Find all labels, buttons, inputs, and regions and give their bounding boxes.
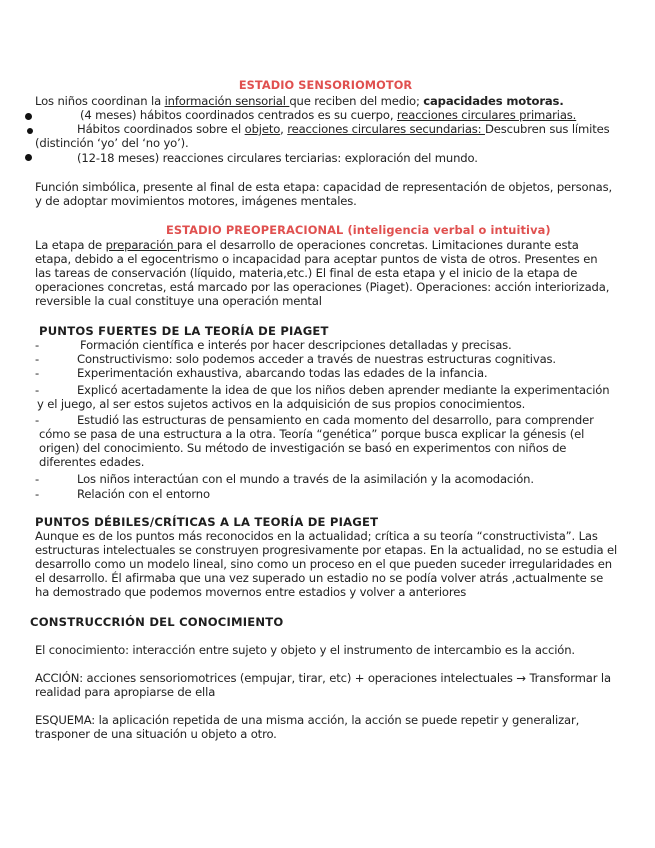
fuertes-item-4a: Explicó acertadamente la idea de que los niños deben aprender mediante la experimentación	[77, 383, 610, 397]
fuertes-item-5c: origen) del conocimiento. Su método de investigación se basó en experimentos con niños de	[39, 441, 567, 455]
intro-text: Los niños coordinan la	[35, 94, 165, 108]
bullet-dot-icon	[25, 154, 32, 161]
construccion-esquema-line-1: ESQUEMA: la aplicación repetida de una misma acción, la acción se puede repetir y generalizar,	[35, 713, 580, 727]
fuertes-item-6: Los niños interactúan con el mundo a través de la asimilación y la acomodación.	[77, 472, 534, 486]
debiles-line-2: estructuras intelectuales se construyen progresivamente por etapas. En la actualidad, no se estudia el	[35, 543, 618, 557]
intro-text-mid: que reciben del medio;	[289, 94, 424, 108]
bullet-dot-icon	[25, 113, 32, 120]
dash-marker: -	[35, 338, 40, 352]
section-title-construccion: CONSTRUCCRIÓN DEL CONOCIMIENTO	[30, 615, 284, 629]
bullet-2-underlined-1: objeto	[244, 122, 281, 136]
construccion-accion-line-2: realidad para apropiarse de ella	[35, 685, 216, 699]
debiles-line-5: ha demostrado que podemos movernos entre estadios y volver a anteriores	[35, 585, 467, 599]
bullet-2-text: Hábitos coordinados sobre el	[77, 122, 245, 136]
sensoriomotor-bullet-2-cont: (distinción ‘yo’ del ‘no yo’).	[35, 136, 189, 150]
bullet-1-underlined: reacciones circulares primarias.	[396, 108, 577, 122]
preop-underlined: preparación	[105, 238, 177, 252]
bullet-2-sep: ,	[280, 122, 288, 136]
dash-marker: -	[35, 352, 40, 366]
preoperacional-line-5: reversible la cual constituye una operación mental	[35, 294, 322, 308]
intro-underlined: información sensorial	[164, 94, 290, 108]
preoperacional-line-2: etapa, debido a el egocentrismo o incapacidad para aceptar puntos de vista de otros. Presentes en	[35, 252, 598, 266]
intro-bold: capacidades motoras.	[423, 94, 564, 108]
preop-text: La etapa de	[35, 238, 106, 252]
fuertes-item-5b: cómo se pasa de una estructura a la otra. Teoría “genética” porque busca explicar la génesis (el	[39, 427, 585, 441]
bullet-2-post: Descubren sus límites	[484, 122, 610, 136]
dash-marker: -	[35, 472, 40, 486]
construccion-conocimiento: El conocimiento: interacción entre sujeto y objeto y el instrumento de intercambio es la acción.	[35, 643, 575, 657]
section-title-puntos-fuertes: PUNTOS FUERTES DE LA TEORÍA DE PIAGET	[39, 324, 329, 338]
sensoriomotor-intro	[35, 94, 564, 108]
sensoriomotor-bullet-1	[80, 108, 576, 122]
debiles-line-3: desarrollo como un modelo lineal, sino como un proceso en el que pueden suceder irregularidades en	[35, 557, 612, 571]
sensoriomotor-bullet-3: (12-18 meses) reacciones circulares terciarias: exploración del mundo.	[77, 151, 478, 165]
dash-marker: -	[35, 413, 40, 427]
section-title-puntos-debiles: PUNTOS DÉBILES/CRÍTICAS A LA TEORÍA DE PIAGET	[35, 515, 379, 529]
debiles-line-4: el desarrollo. Él afirmaba que una vez superado un estadio no se podía volver atrás ,actualmente se	[35, 571, 604, 585]
debiles-line-1: Aunque es de los puntos más reconocidos en la actualidad; crítica a su teoría “constructivista”. Las	[35, 529, 598, 543]
section-title-preoperacional: ESTADIO PREOPERACIONAL (inteligencia verbal o intuitiva)	[166, 223, 551, 237]
bullet-dot-icon	[27, 128, 33, 134]
dash-marker: -	[35, 487, 40, 501]
bullet-2-underlined-2: reacciones circulares secundarias:	[287, 122, 485, 136]
bullet-1-text: (4 meses) hábitos coordinados centrados es su cuerpo,	[80, 108, 397, 122]
fuertes-item-1: Formación científica e interés por hacer descripciones detalladas y precisas.	[80, 338, 512, 352]
dash-marker: -	[35, 383, 40, 397]
preoperacional-line-4: operaciones concretas, está marcado por las operaciones (Piaget). Operaciones: acción interiorizada,	[35, 280, 610, 294]
construccion-esquema-line-2: trasponer de una situación u objeto a otro.	[35, 727, 277, 741]
sensoriomotor-bullet-2	[77, 122, 610, 136]
construccion-accion-line-1: ACCIÓN: acciones sensoriomotrices (empujar, tirar, etc) + operaciones intelectuales → Transformar la	[35, 671, 611, 685]
preop-text-post: para el desarrollo de operaciones concretas. Limitaciones durante esta	[176, 238, 579, 252]
funcion-simbolica-line-2: y de adoptar movimientos motores, imágenes mentales.	[35, 194, 357, 208]
fuertes-item-3: Experimentación exhaustiva, abarcando todas las edades de la infancia.	[77, 366, 488, 380]
section-title-sensoriomotor: ESTADIO SENSORIOMOTOR	[238, 78, 413, 92]
fuertes-item-7: Relación con el entorno	[77, 487, 210, 501]
funcion-simbolica-line-1: Función simbólica, presente al final de esta etapa: capacidad de representación de objetos, personas,	[35, 180, 613, 194]
dash-marker: -	[35, 366, 40, 380]
fuertes-item-5a: Estudió las estructuras de pensamiento en cada momento del desarrollo, para comprender	[77, 413, 594, 427]
fuertes-item-4b: y el juego, al ser estos sujetos activos en la adquisición de sus propios conocimientos.	[37, 397, 526, 411]
fuertes-item-5d: diferentes edades.	[39, 455, 145, 469]
preoperacional-line-1	[35, 238, 579, 252]
fuertes-item-2: Constructivismo: solo podemos acceder a través de nuestras estructuras cognitivas.	[77, 352, 556, 366]
preoperacional-line-3: las tareas de conservación (líquido, materia,etc.) El final de esta etapa y el inicio de la etapa de	[35, 266, 578, 280]
